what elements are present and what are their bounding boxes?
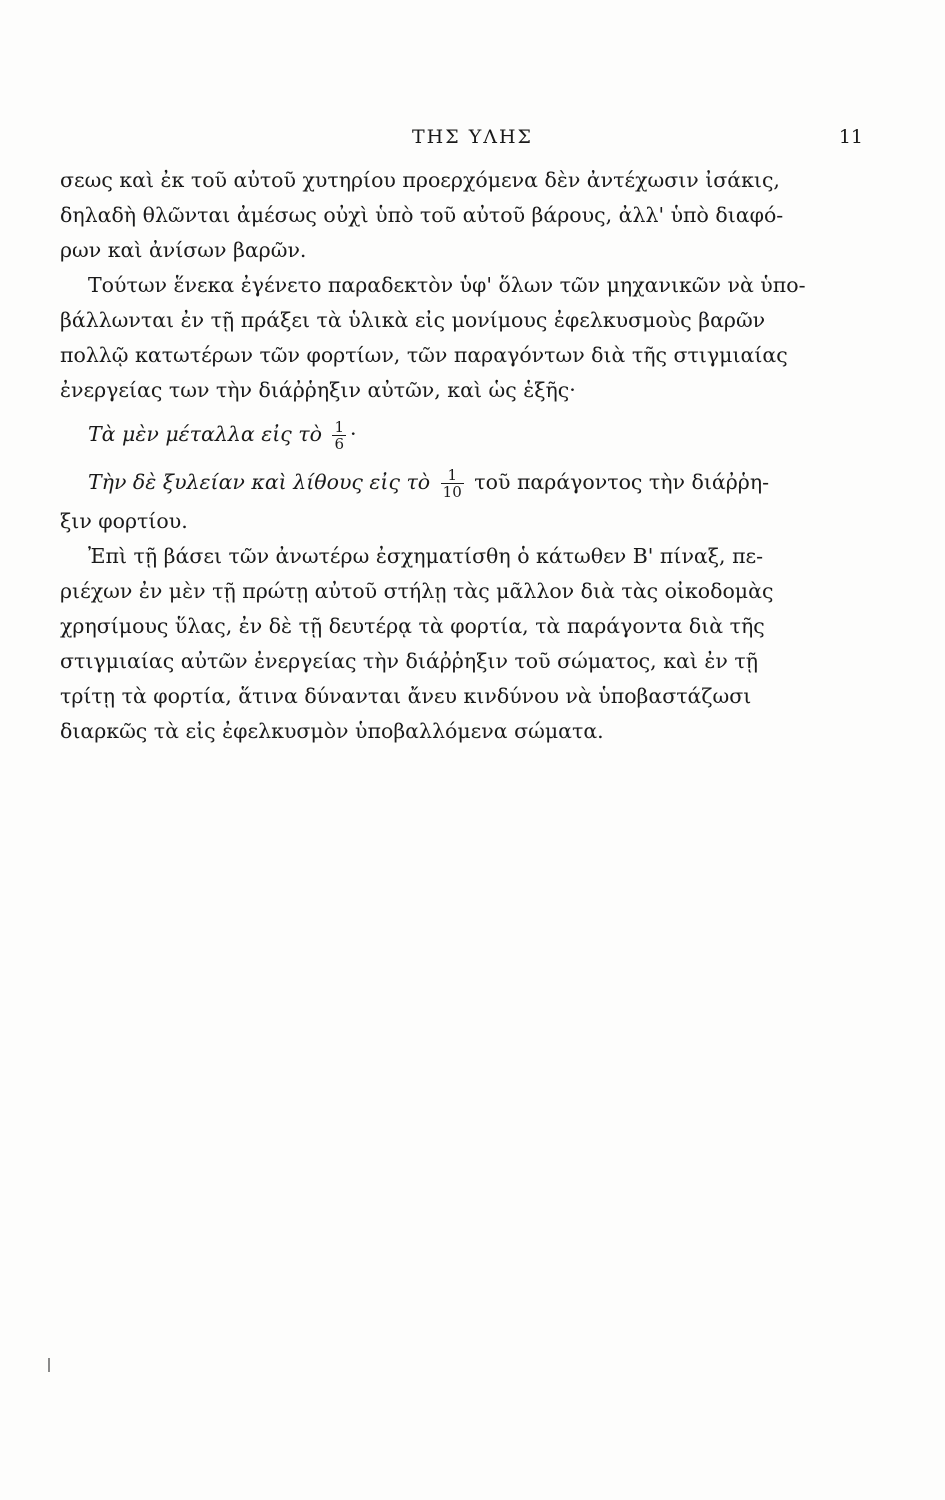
- fraction-denominator: 6: [334, 435, 344, 453]
- page-number: 11: [838, 126, 863, 148]
- ratio-wood-rest: τοῦ παράγοντος τὴν διάῤῥη-: [474, 470, 770, 494]
- ratio-metals-text: Τὰ μὲν μέταλλα εἰς τὸ: [88, 422, 322, 446]
- text-line: ριέχων ἐν μὲν τῇ πρώτῃ αὐτοῦ στήλῃ τὰς μᾶλλον διὰ τὰς οἰκοδομὰς: [60, 579, 774, 603]
- paragraph-1: [60, 163, 800, 268]
- text-line: πολλῷ κατωτέρων τῶν φορτίων, τῶν παραγόντων διὰ τῆς στιγμιαίας: [60, 343, 788, 367]
- text-line: βάλλωνται ἐν τῇ πράξει τὰ ὑλικὰ εἰς μονίμους ἐφελκυσμοὺς βαρῶν: [60, 308, 766, 332]
- fraction-numerator: 1: [441, 467, 464, 484]
- paragraph-3: [60, 539, 800, 749]
- fraction-one-tenth: [441, 467, 464, 500]
- running-head: ΤΗΣ ΥΛΗΣ: [412, 126, 533, 148]
- ratio-metals-end: ·: [350, 422, 357, 446]
- fraction-numerator: 1: [334, 418, 344, 436]
- text-line: Ἐπὶ τῇ βάσει τῶν ἀνωτέρω ἐσχηματίσθη ὁ κάτωθεν Β' πίναξ, πε-: [88, 544, 764, 568]
- text-line: Τούτων ἕνεκα ἐγένετο παραδεκτὸν ὑφ' ὅλων τῶν μηχανικῶν νὰ ὑπο-: [88, 273, 806, 297]
- text-line: διαρκῶς τὰ εἰς ἐφελκυσμὸν ὑποβαλλόμενα σώματα.: [60, 719, 604, 743]
- ratio-wood-text: Τὴν δὲ ξυλείαν καὶ λίθους εἰς τὸ: [88, 470, 431, 494]
- stray-mark: [48, 1358, 50, 1372]
- text-line: δηλαδὴ θλῶνται ἀμέσως οὐχὶ ὑπὸ τοῦ αὐτοῦ βάρους, ἀλλ' ὑπὸ διαφό-: [60, 203, 784, 227]
- text-line: ξιν φορτίου.: [60, 509, 188, 533]
- text-line: χρησίμους ὕλας, ἐν δὲ τῇ δευτέρᾳ τὰ φορτία, τὰ παράγοντα διὰ τῆς: [60, 614, 765, 638]
- text-line: ρων καὶ ἀνίσων βαρῶν.: [60, 238, 307, 262]
- fraction-one-sixth: [332, 419, 346, 452]
- page-header: [0, 126, 945, 156]
- paragraph-2: [60, 268, 806, 408]
- fraction-denominator: 10: [442, 483, 462, 501]
- text-line: σεως καὶ ἐκ τοῦ αὐτοῦ χυτηρίου προερχόμενα δὲν ἀντέχωσιν ἰσάκις,: [60, 168, 780, 192]
- text-line: στιγμιαίας αὐτῶν ἐνεργείας τὴν διάῤῥηξιν τοῦ σώματος, καὶ ἐν τῇ: [60, 649, 759, 673]
- text-line: τρίτῃ τὰ φορτία, ἅτινα δύνανται ἄνευ κινδύνου νὰ ὑποβαστάζωσι: [60, 684, 752, 708]
- ratio-metals: [60, 408, 800, 460]
- page-body: [60, 163, 806, 749]
- text-line: ἐνεργείας των τὴν διάῤῥηξιν αὐτῶν, καὶ ὡς ἑξῆς·: [60, 378, 576, 402]
- ratio-wood-stone: [60, 460, 800, 539]
